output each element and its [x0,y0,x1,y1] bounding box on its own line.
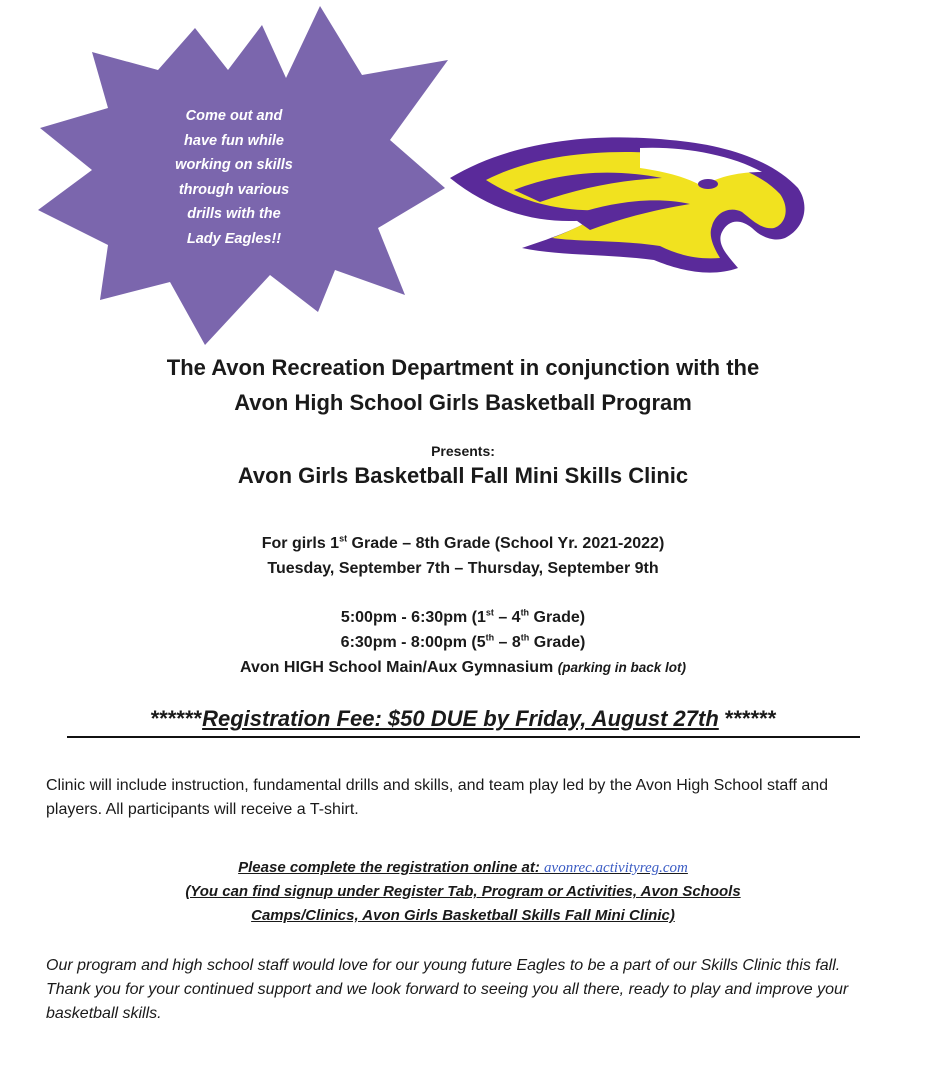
grades-suffix: Grade – 8th Grade (School Yr. 2021-2022) [347,535,665,552]
parking-note: (parking in back lot) [557,660,686,675]
closing-message: Our program and high school staff would love for our young future Eagles to be a part of our Skills Clinic this fall. Thank you for your continued support and we look forward to seeing you all there, ready to play and improve your basketball skills. [46,957,849,1022]
fee-stars-right: ****** [718,706,777,731]
dates-line: Tuesday, September 7th – Thursday, September 9th [267,560,659,577]
registration-label: Please complete the registration online at: [238,859,545,876]
time-slot-1 [0,605,926,630]
starburst-line: working on skills [175,157,293,173]
time-text: – 4 [493,609,521,626]
starburst-line: Come out and [185,108,283,124]
eagle-head-logo [440,120,810,285]
time-text: Grade) [529,634,586,651]
time-text: – 8 [494,634,521,651]
heading-line-1: The Avon Recreation Department in conjunction with the [166,355,760,380]
time-text: 6:30pm - 8:00pm (5 [340,634,486,651]
registration-line-3: Camps/Clinics, Avon Girls Basketball Skills Fall Mini Clinic) [251,907,675,924]
time-text: Grade) [529,609,586,626]
registration-instructions [60,856,866,928]
clinic-title: Avon Girls Basketball Fall Mini Skills Clinic [237,463,689,488]
fee-stars-left: ****** [150,706,203,731]
eagle-eye [698,179,718,189]
presents-label: Presents: [431,443,495,459]
time-sup: st [485,607,494,618]
grades-prefix: For girls 1 [261,535,340,552]
starburst-line: Lady Eagles!! [186,230,282,247]
fee-text: Registration Fee: $50 DUE by Friday, August 27th [202,706,719,731]
grades-and-dates [0,531,926,581]
time-text: 5:00pm - 6:30pm (1 [340,609,486,626]
heading-line-2: Avon High School Girls Basketball Program [234,390,692,415]
time-slot-2 [0,630,926,655]
registration-line-2: (You can find signup under Register Tab, Program or Activities, Avon Schools [185,883,741,900]
grades-sup: st [339,533,348,544]
starburst-line: drills with the [187,206,281,222]
location-line [0,655,926,680]
starburst-line: through various [178,181,290,198]
times-and-location [0,605,926,680]
registration-line-1 [60,856,866,880]
registration-fee-banner [67,706,860,738]
time-sup: th [520,607,530,618]
starburst-text [148,104,320,251]
registration-link[interactable]: avonrec.activityreg.com [544,860,688,876]
main-heading [0,350,926,420]
clinic-description: Clinic will include instruction, fundamental drills and skills, and team play led by the Avon High School staff and players. All participants will receive a T-shirt. [46,777,829,818]
time-sup: th [485,632,495,643]
starburst-line: have fun while [184,132,284,149]
location-text: Avon HIGH School Main/Aux Gymnasium [240,659,558,676]
grades-line [0,531,926,556]
time-sup: th [520,632,530,643]
